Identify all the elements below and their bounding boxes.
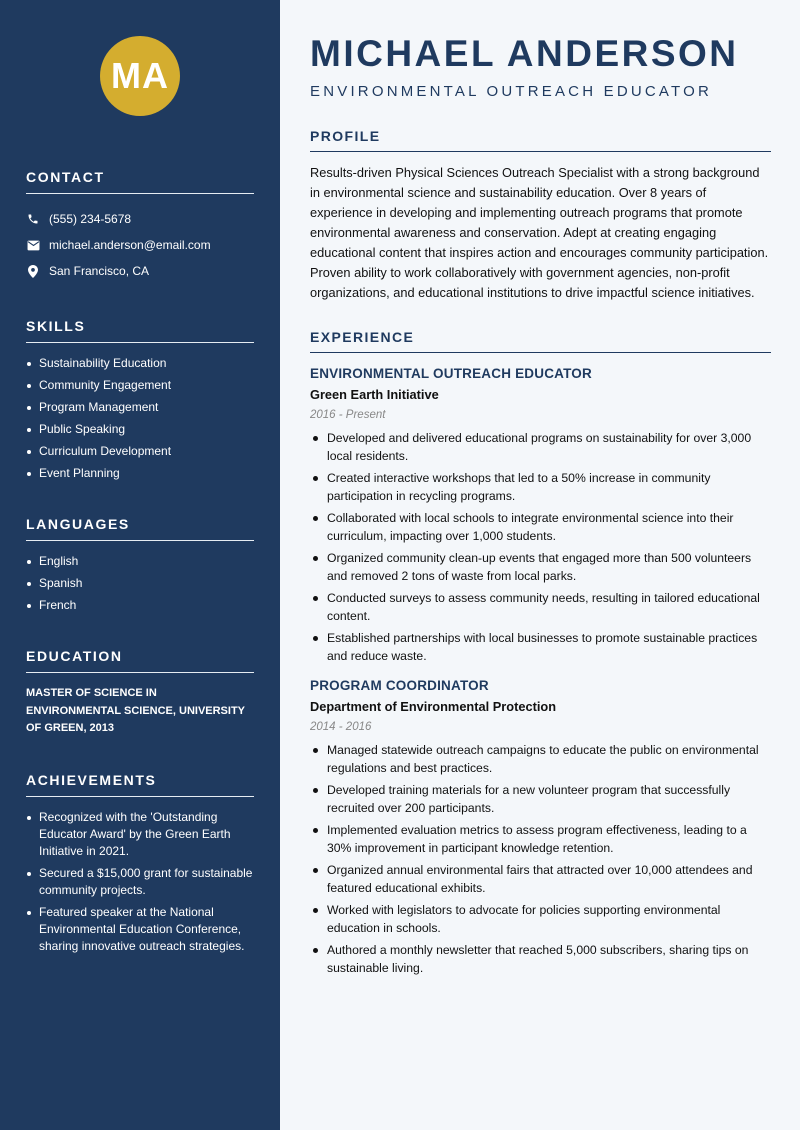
skill-item: Community Engagement <box>26 377 254 394</box>
skill-item: Event Planning <box>26 465 254 482</box>
job-title: PROGRAM COORDINATOR <box>310 678 489 693</box>
contact-email-text: michael.anderson@email.com <box>49 238 211 252</box>
job-bullet: Authored a monthly newsletter that reached 5,000 subscribers, sharing tips on sustainable living. <box>310 941 771 977</box>
mail-icon <box>26 238 40 252</box>
job-bullet: Established partnerships with local businesses to promote sustainable practices and reduce waste. <box>310 629 771 665</box>
profile-section <box>310 128 771 303</box>
avatar <box>100 36 180 116</box>
job-bullet: Implemented evaluation metrics to assess program effectiveness, leading to a 30% improvement in participant knowledge retention. <box>310 821 771 857</box>
education-heading: EDUCATION <box>26 648 254 673</box>
education-section <box>26 648 254 738</box>
languages-list <box>26 553 254 614</box>
job-bullet: Worked with legislators to advocate for policies supporting environmental education in schools. <box>310 901 771 937</box>
job-bullet: Developed training materials for a new volunteer program that successfully recruited over 200 participants. <box>310 781 771 817</box>
achievements-section <box>26 772 254 955</box>
education-entry: MASTER OF SCIENCE IN ENVIRONMENTAL SCIENCE, UNIVERSITY OF GREEN, 2013 <box>26 687 245 734</box>
contact-phone-text: (555) 234-5678 <box>49 212 132 226</box>
profile-heading: PROFILE <box>310 128 771 152</box>
contact-heading: CONTACT <box>26 169 254 194</box>
language-item: Spanish <box>26 575 254 592</box>
contact-location-text: San Francisco, CA <box>49 264 150 278</box>
skill-item: Public Speaking <box>26 421 254 438</box>
skills-heading: SKILLS <box>26 318 254 343</box>
main-content <box>280 0 800 1130</box>
experience-section <box>310 329 771 977</box>
languages-heading: LANGUAGES <box>26 516 254 541</box>
contact-phone <box>26 206 254 232</box>
avatar-initials: MA <box>111 55 169 96</box>
job-company: Green Earth Initiative <box>310 387 439 402</box>
job-bullet: Organized annual environmental fairs that attracted over 10,000 attendees and featured educational exhibits. <box>310 861 771 897</box>
job-bullet: Developed and delivered educational programs on sustainability for over 3,000 local residents. <box>310 429 771 465</box>
skills-list <box>26 355 254 482</box>
job-bullets <box>310 429 771 665</box>
job-bullets <box>310 741 771 977</box>
location-pin-icon <box>26 264 40 278</box>
person-name: MICHAEL ANDERSON <box>310 33 739 74</box>
job-title: ENVIRONMENTAL OUTREACH EDUCATOR <box>310 366 592 381</box>
person-role: ENVIRONMENTAL OUTREACH EDUCATOR <box>310 83 713 100</box>
job-bullet: Conducted surveys to assess community needs, resulting in tailored educational content. <box>310 589 771 625</box>
job-bullet: Managed statewide outreach campaigns to educate the public on environmental regulations and best practices. <box>310 741 771 777</box>
job-bullet: Organized community clean-up events that engaged more than 500 volunteers and removed 2 tons of waste from local parks. <box>310 549 771 585</box>
job-dates: 2016 - Present <box>310 409 386 421</box>
skill-item: Sustainability Education <box>26 355 254 372</box>
achievement-item: Secured a $15,000 grant for sustainable community projects. <box>26 865 254 899</box>
job-bullet: Collaborated with local schools to integrate environmental science into their curriculum, impacting over 1,000 students. <box>310 509 771 545</box>
skill-item: Program Management <box>26 399 254 416</box>
achievement-item: Featured speaker at the National Environmental Education Conference, sharing innovative outreach strategies. <box>26 904 254 955</box>
contact-section <box>26 169 254 284</box>
job-entry <box>310 366 771 665</box>
job-dates: 2014 - 2016 <box>310 721 372 733</box>
job-company: Department of Environmental Protection <box>310 699 557 714</box>
contact-location <box>26 258 254 284</box>
job-bullet: Created interactive workshops that led to a 50% increase in community participation in recycling programs. <box>310 469 771 505</box>
sidebar <box>0 0 280 1130</box>
skills-section <box>26 318 254 482</box>
contact-email <box>26 232 254 258</box>
job-entry <box>310 678 771 977</box>
achievement-item: Recognized with the 'Outstanding Educator Award' by the Green Earth Initiative in 2021. <box>26 809 254 860</box>
experience-heading: EXPERIENCE <box>310 329 771 353</box>
language-item: English <box>26 553 254 570</box>
achievements-list <box>26 809 254 955</box>
skill-item: Curriculum Development <box>26 443 254 460</box>
phone-icon <box>26 212 40 226</box>
profile-summary: Results-driven Physical Sciences Outreach Specialist with a strong background in environmental science and sustainability education. Over 8 years of experience in developing and implementing outreach programs that promote environmental awareness and conservation. Adept at creating engaging educational content that inspires action and encourages community participation. Proven ability to work collaboratively with government agencies, non-profit organizations, and educational institutions to drive impactful science initiatives. <box>310 165 769 300</box>
achievements-heading: ACHIEVEMENTS <box>26 772 254 797</box>
language-item: French <box>26 597 254 614</box>
languages-section <box>26 516 254 614</box>
